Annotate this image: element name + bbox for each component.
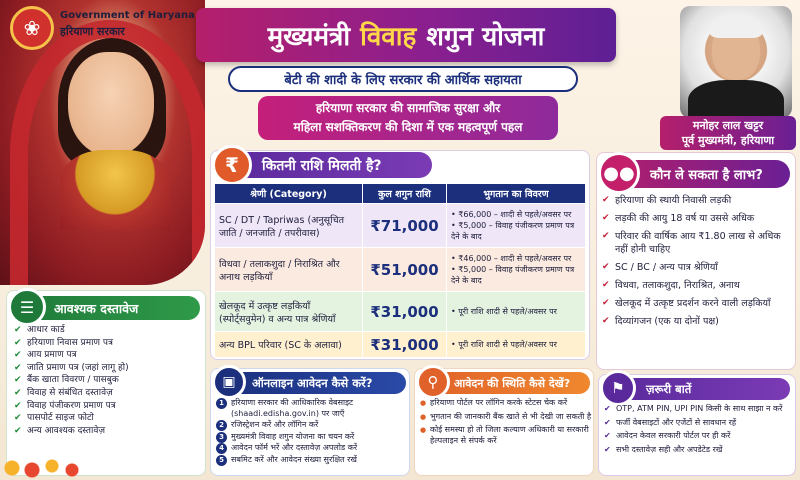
row-amount: ₹31,000 <box>363 332 447 358</box>
step-number: 1 <box>216 398 227 409</box>
step-number: 4 <box>216 443 227 454</box>
subtitle: बेटी की शादी के लिए सरकार की आर्थिक सहायता <box>228 66 578 92</box>
list-item: 2 रजिस्ट्रेशन करें और लॉगिन करें <box>216 420 408 431</box>
list-item: ✔ खेलकूद में उत्कृष्ट प्रदर्शन करने वाली लड़कियाँ <box>602 297 792 310</box>
step-number: 2 <box>216 420 227 431</box>
documents-heading: आवश्यक दस्तावेज <box>14 296 200 320</box>
row-amount: ₹71,000 <box>363 204 447 248</box>
title-part-3: शगुन योजना <box>426 22 545 52</box>
row-category: खेलकूद में उत्कृष्ट लड़कियाँ (स्पोर्ट्सवुमेन) व अन्य पात्र श्रेणियाँ <box>215 292 363 332</box>
search-icon: ⚲ <box>416 365 450 399</box>
list-item: 4 आवेदन फॉर्म भरें और दस्तावेज़ अपलोड करें <box>216 443 408 454</box>
step-number: 5 <box>216 455 227 466</box>
table-header-category: श्रेणी (Category) <box>215 184 363 204</box>
list-item: ✔ हरियाणा की स्थायी निवासी लड़की <box>602 194 792 207</box>
row-details <box>447 332 586 358</box>
detail-line: • ₹5,000 – विवाह पंजीकरण प्रमाण पत्र देने के बाद <box>451 221 575 241</box>
list-item: ✔ आवेदन केवल सरकारी पोर्टल पर ही करें <box>604 431 794 442</box>
list-item: ✔ पासपोर्ट साइज फोटो <box>14 412 202 425</box>
table-row <box>215 204 586 248</box>
gov-name-english: Government of Haryana <box>60 10 195 21</box>
list-item: ✔ जाति प्रमाण पत्र (जहां लागू हो) <box>14 362 202 375</box>
row-amount: ₹51,000 <box>363 248 447 292</box>
table-header-details: भुगतान का विवरण <box>447 184 586 204</box>
list-item: ✔ आधार कार्ड <box>14 324 202 337</box>
list-item: ✔ परिवार की वार्षिक आय ₹1.80 लाख से अधिक नहीं होनी चाहिए <box>602 230 792 256</box>
page-title <box>196 8 616 62</box>
online-steps-list <box>216 398 408 466</box>
row-details <box>447 248 586 292</box>
table-row <box>215 248 586 292</box>
row-amount: ₹31,000 <box>363 292 447 332</box>
list-item: ✔ SC / BC / अन्य पात्र श्रेणियाँ <box>602 261 792 274</box>
document-icon: ☰ <box>8 288 46 326</box>
list-item: ● हरियाणा पोर्टल पर लॉगिन करके स्टेटस चेक करें <box>420 398 592 409</box>
detail-line: • ₹5,000 – विवाह पंजीकरण प्रमाण पत्र देने के बाद <box>451 265 575 285</box>
list-item: ✔ आय प्रमाण पत्र <box>14 349 202 362</box>
gov-name-hindi: हरियाणा सरकार <box>60 25 125 38</box>
list-item: ● भुगतान की जानकारी बैंक खाते से भी देखी जा सकती है <box>420 412 592 423</box>
haryana-emblem-icon: ❀ <box>10 6 54 50</box>
online-apply-heading: ऑनलाइन आवेदन कैसे करें? <box>218 372 406 394</box>
detail-line: • ₹46,000 – शादी से पहले/अवसर पर <box>451 254 572 263</box>
rupee-icon: ₹ <box>212 145 252 185</box>
status-list <box>420 398 592 449</box>
list-item: ✔ OTP, ATM PIN, UPI PIN किसी के साथ साझा न करें <box>604 404 794 415</box>
list-item: ✔ सभी दस्तावेज़ सही और अपडेटेड रखें <box>604 445 794 456</box>
row-details <box>447 292 586 332</box>
computer-icon: ▣ <box>212 365 246 399</box>
cm-photo <box>680 6 792 118</box>
eligibility-list <box>602 194 792 333</box>
list-item: 1 हरियाणा सरकार की आधिकारिक वेबसाइट (shaadi.edisha.gov.in) पर जाएँ <box>216 398 408 419</box>
eligibility-heading: कौन ले सकता है लाभ? <box>604 160 790 188</box>
important-heading: ज़रूरी बातें <box>606 378 790 400</box>
amount-table <box>214 183 586 358</box>
cm-caption <box>660 116 796 150</box>
step-number: 3 <box>216 432 227 443</box>
documents-list <box>14 324 202 437</box>
list-item: 5 सबमिट करें और आवेदन संख्या सुरक्षित रखें <box>216 455 408 466</box>
flower-decoration <box>0 456 90 480</box>
detail-line: • पूरी राशि शादी से पहले/अवसर पर <box>451 340 557 349</box>
detail-line: • पूरी राशि शादी से पहले/अवसर पर <box>451 307 557 316</box>
list-item: ✔ हरियाणा निवास प्रमाण पत्र <box>14 337 202 350</box>
table-header-amount: कुल शगुन राशि <box>363 184 447 204</box>
table-row <box>215 332 586 358</box>
row-category: SC / DT / Tapriwas (अनुसूचित जाति / जनजाति / तपरीवास) <box>215 204 363 248</box>
list-item: ✔ बैंक खाता विवरण / पासबुक <box>14 374 202 387</box>
important-list <box>604 404 794 458</box>
row-category: विधवा / तलाकशुदा / निराश्रित और अनाथ लड़कियाँ <box>215 248 363 292</box>
amount-heading: कितनी राशि मिलती है? <box>222 152 432 178</box>
people-icon: ●● <box>598 152 640 194</box>
title-part-2: विवाह <box>360 22 417 52</box>
list-item: ● कोई समस्या हो तो जिला कल्याण अधिकारी या सरकारी हेल्पलाइन से संपर्क करें <box>420 425 592 446</box>
cm-designation: पूर्व मुख्यमंत्री, हरियाणा <box>681 134 775 147</box>
list-item: ✔ विवाह पंजीकरण प्रमाण पत्र <box>14 400 202 413</box>
tagline-line-1: हरियाणा सरकार की सामाजिक सुरक्षा और <box>315 101 501 115</box>
status-heading: आवेदन की स्थिति कैसे देखें? <box>422 372 590 394</box>
tagline-line-2: महिला सशक्तिकरण की दिशा में एक महत्वपूर्ण पहल <box>293 120 523 134</box>
list-item: ✔ फर्जी वेबसाइटों और एजेंटों से सावधान रहें <box>604 418 794 429</box>
list-item: ✔ विधवा, तलाकशुदा, निराश्रित, अनाथ <box>602 279 792 292</box>
list-item: ✔ दिव्यांगजन (एक या दोनों पक्ष) <box>602 315 792 328</box>
list-item: ✔ अन्य आवश्यक दस्तावेज़ <box>14 425 202 438</box>
list-item: ✔ लड़की की आयु 18 वर्ष या उससे अधिक <box>602 212 792 225</box>
table-row <box>215 292 586 332</box>
tagline <box>258 96 558 140</box>
list-item: ✔ विवाह से संबंधित दस्तावेज़ <box>14 387 202 400</box>
detail-line: • ₹66,000 – शादी से पहले/अवसर पर <box>451 210 572 219</box>
row-details <box>447 204 586 248</box>
cm-name: मनोहर लाल खट्टर <box>692 119 764 132</box>
shield-icon: ⚑ <box>600 370 636 406</box>
title-part-1: मुख्यमंत्री <box>267 22 351 52</box>
row-category: अन्य BPL परिवार (SC के अलावा) <box>215 332 363 358</box>
list-item: 3 मुख्यमंत्री विवाह शगुन योजना का चयन करें <box>216 432 408 443</box>
